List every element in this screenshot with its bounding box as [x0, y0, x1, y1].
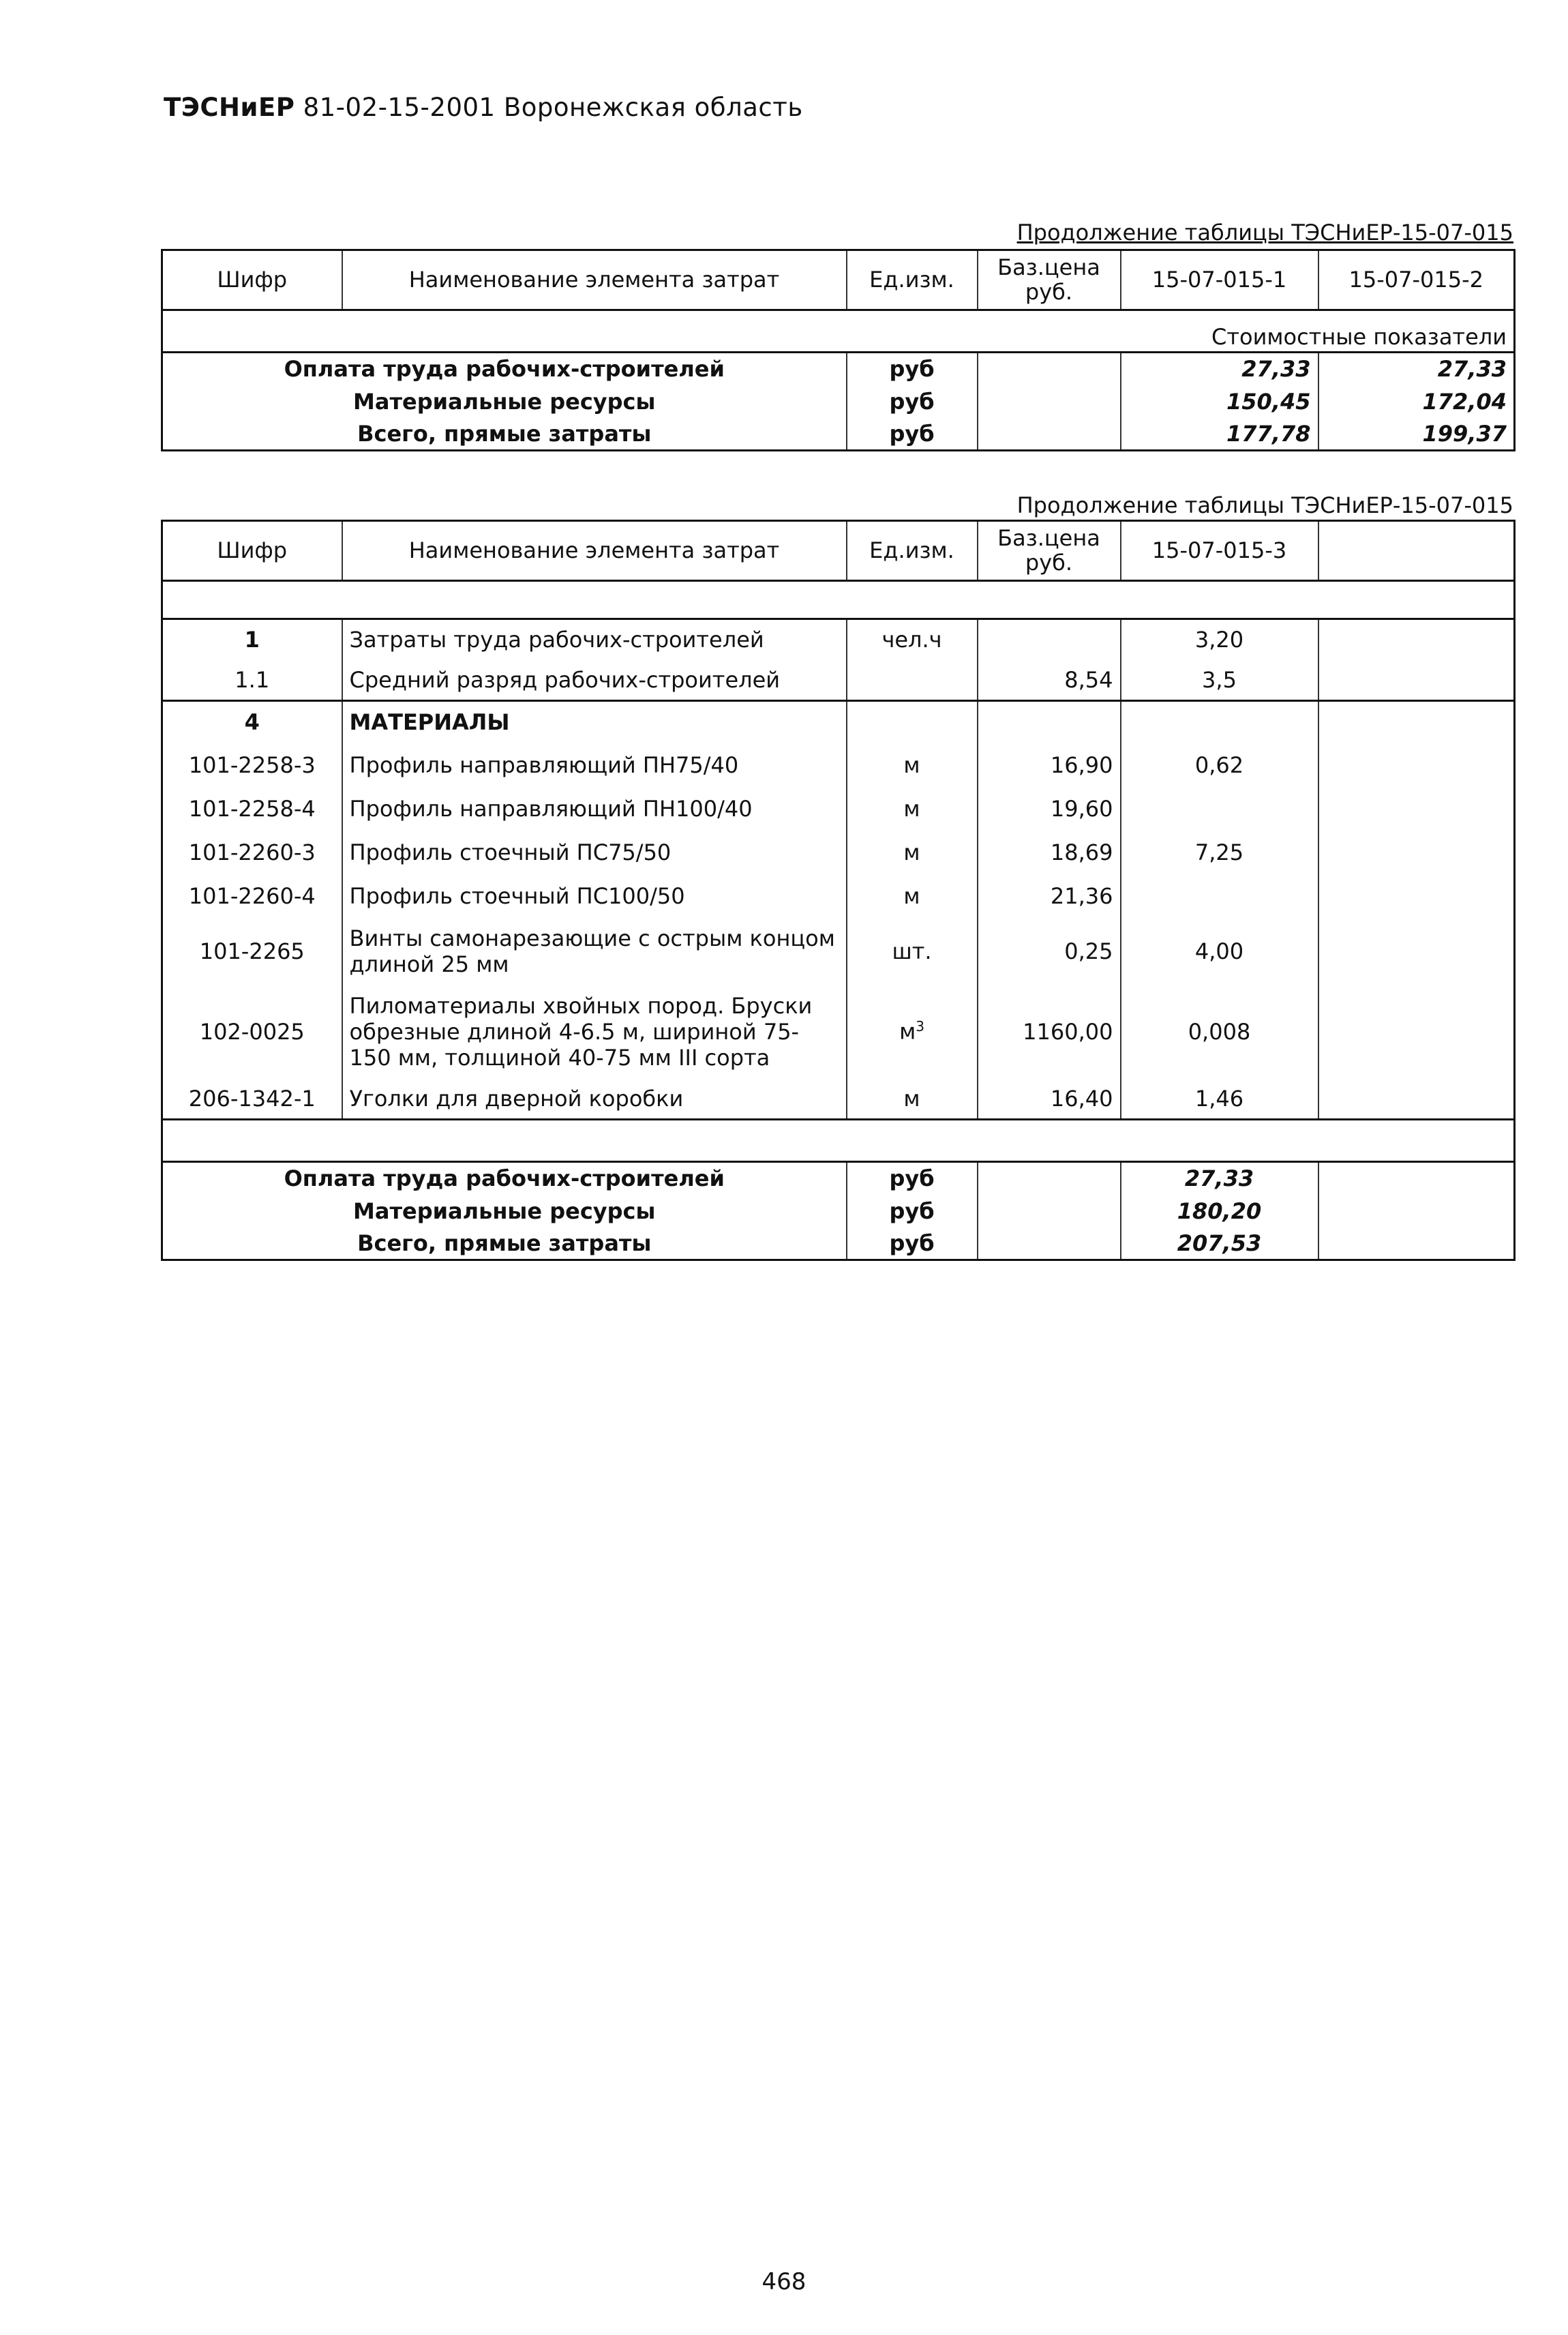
table2-summary-v2	[1318, 1162, 1515, 1195]
table1-col-c1: 15-07-015-1	[1121, 250, 1318, 310]
row-v2	[1318, 743, 1515, 787]
row-v2	[1318, 874, 1515, 918]
row-price: 16,40	[978, 1079, 1121, 1120]
row-name: Профиль стоечный ПС100/50	[342, 874, 847, 918]
row-unit: м	[847, 874, 978, 918]
table1-summary-label: Всего, прямые затраты	[162, 418, 847, 451]
table2-summary-v2	[1318, 1228, 1515, 1260]
row-v2	[1318, 619, 1515, 660]
table2-summary-row	[162, 1195, 1515, 1228]
row-unit: м	[847, 743, 978, 787]
row-name: Профиль стоечный ПС75/50	[342, 831, 847, 874]
table2-col-name: Наименование элемента затрат	[342, 521, 847, 581]
table-row	[162, 918, 1515, 985]
table1-summary-unit: руб	[847, 418, 978, 451]
row-code: 1	[162, 619, 342, 660]
table1-col-price-line2: руб.	[1025, 278, 1073, 305]
table2-col-c2	[1318, 521, 1515, 581]
table2-col-c1: 15-07-015-3	[1121, 521, 1318, 581]
row-code: 101-2258-4	[162, 787, 342, 831]
row-unit-text: м	[899, 1018, 916, 1045]
row-unit: шт.	[847, 918, 978, 985]
page-header	[164, 93, 803, 122]
row-name: Средний разряд рабочих-строителей	[342, 660, 847, 701]
table1-header-row	[162, 250, 1515, 310]
row-v2	[1318, 831, 1515, 874]
row-unit	[847, 985, 978, 1079]
table1-col-price-line1: Баз.цена	[997, 254, 1100, 281]
row-unit: м	[847, 1079, 978, 1120]
empty-cell	[978, 701, 1121, 743]
table1-col-unit: Ед.изм.	[847, 250, 978, 310]
row-v1	[1121, 787, 1318, 831]
row-v2	[1318, 787, 1515, 831]
row-price: 21,36	[978, 874, 1121, 918]
table-row	[162, 831, 1515, 874]
table1-summary-label: Материальные ресурсы	[162, 385, 847, 418]
table1-section-label: Стоимостные показатели	[162, 310, 1515, 353]
table1-caption	[1017, 220, 1513, 246]
table-row	[162, 985, 1515, 1079]
table1-col-price	[978, 250, 1121, 310]
row-price: 0,25	[978, 918, 1121, 985]
row-name: Винты самонарезающие с острым концом длиной 25 мм	[342, 918, 847, 985]
table2-col-price-line2: руб.	[1025, 549, 1073, 576]
table2-summary-label: Всего, прямые затраты	[162, 1228, 847, 1260]
row-price: 8,54	[978, 660, 1121, 701]
row-unit: чел.ч	[847, 619, 978, 660]
row-name: Профиль направляющий ПН100/40	[342, 787, 847, 831]
row-v1: 0,008	[1121, 985, 1318, 1079]
table1-summary-label: Оплата труда рабочих-строителей	[162, 353, 847, 385]
table-row	[162, 619, 1515, 660]
row-code: 101-2265	[162, 918, 342, 985]
table1-summary-row	[162, 353, 1515, 385]
row-v1: 7,25	[1121, 831, 1318, 874]
row-code: 101-2260-4	[162, 874, 342, 918]
row-name: Профиль направляющий ПН75/40	[342, 743, 847, 787]
row-v2	[1318, 985, 1515, 1079]
table1-col-code: Шифр	[162, 250, 342, 310]
table2-summary-unit: руб	[847, 1228, 978, 1260]
table-row	[162, 660, 1515, 701]
table1-col-name: Наименование элемента затрат	[342, 250, 847, 310]
row-unit: м	[847, 787, 978, 831]
row-name: Затраты труда рабочих-строителей	[342, 619, 847, 660]
table1-caption-text: Продолжение таблицы ТЭСНиЕР-15-07-015	[1016, 220, 1513, 246]
table2-summary-unit: руб	[847, 1195, 978, 1228]
table2-spacer	[162, 1120, 1515, 1162]
table1-summary-unit: руб	[847, 353, 978, 385]
table2-summary-row	[162, 1162, 1515, 1195]
table2-col-code: Шифр	[162, 521, 342, 581]
table2-caption	[1017, 492, 1513, 518]
table2-summary-v1: 207,53	[1121, 1228, 1318, 1260]
row-unit: м	[847, 831, 978, 874]
table2-summary-label: Материальные ресурсы	[162, 1195, 847, 1228]
materials-title: МАТЕРИАЛЫ	[342, 701, 847, 743]
table2	[161, 520, 1516, 1261]
table2-summary-label: Оплата труда рабочих-строителей	[162, 1162, 847, 1195]
row-price	[978, 619, 1121, 660]
empty-cell	[1121, 701, 1318, 743]
table2-summary-v1: 27,33	[1121, 1162, 1318, 1195]
row-price: 16,90	[978, 743, 1121, 787]
table2-col-price-line1: Баз.цена	[997, 525, 1100, 552]
row-name: Уголки для дверной коробки	[342, 1079, 847, 1120]
table1-summary-row	[162, 385, 1515, 418]
table1-summary-v2: 199,37	[1318, 418, 1515, 451]
table1-summary-price	[978, 418, 1121, 451]
table-row	[162, 874, 1515, 918]
table2-header-row	[162, 521, 1515, 581]
row-price: 19,60	[978, 787, 1121, 831]
page-number: 468	[762, 2268, 806, 2295]
row-v2	[1318, 1079, 1515, 1120]
table1-summary-price	[978, 353, 1121, 385]
table2-spacer	[162, 581, 1515, 619]
table2-col-unit: Ед.изм.	[847, 521, 978, 581]
row-unit	[847, 660, 978, 701]
table1-summary-price	[978, 385, 1121, 418]
table2-summary-v1: 180,20	[1121, 1195, 1318, 1228]
table1-summary-v2: 27,33	[1318, 353, 1515, 385]
materials-code: 4	[162, 701, 342, 743]
row-code: 1.1	[162, 660, 342, 701]
table1-summary-v2: 172,04	[1318, 385, 1515, 418]
header-title: 81-02-15-2001 Воронежская область	[295, 93, 803, 122]
table2-summary-price	[978, 1162, 1121, 1195]
table1-summary-unit: руб	[847, 385, 978, 418]
row-v2	[1318, 918, 1515, 985]
table2-spacer-row	[162, 581, 1515, 619]
row-v2	[1318, 660, 1515, 701]
row-v1: 0,62	[1121, 743, 1318, 787]
table2-spacer-row	[162, 1120, 1515, 1162]
empty-cell	[847, 701, 978, 743]
empty-cell	[1318, 701, 1515, 743]
row-unit-sup: 3	[916, 1018, 924, 1035]
table2-summary-row	[162, 1228, 1515, 1260]
table2-summary-v2	[1318, 1195, 1515, 1228]
table1-section-row	[162, 310, 1515, 353]
table1-summary-v1: 150,45	[1121, 385, 1318, 418]
table-row	[162, 787, 1515, 831]
table2-summary-price	[978, 1195, 1121, 1228]
row-code: 101-2260-3	[162, 831, 342, 874]
row-v1	[1121, 874, 1318, 918]
table2-summary-price	[978, 1228, 1121, 1260]
row-name: Пиломатериалы хвойных пород. Бруски обрезные длиной 4-6.5 м, шириной 75-150 мм, толщиной 40-75 мм III сорта	[342, 985, 847, 1079]
row-price: 1160,00	[978, 985, 1121, 1079]
row-v1: 1,46	[1121, 1079, 1318, 1120]
row-code: 206-1342-1	[162, 1079, 342, 1120]
table1	[161, 249, 1516, 451]
table2-caption-text: Продолжение таблицы ТЭСНиЕР-15-07-015	[1016, 492, 1513, 518]
header-code: ТЭСНиЕР	[164, 93, 295, 122]
row-v1: 3,20	[1121, 619, 1318, 660]
materials-header-row	[162, 701, 1515, 743]
table1-col-c2: 15-07-015-2	[1318, 250, 1515, 310]
table2-col-price	[978, 521, 1121, 581]
table1-summary-v1: 177,78	[1121, 418, 1318, 451]
row-code: 101-2258-3	[162, 743, 342, 787]
row-v1: 4,00	[1121, 918, 1318, 985]
table2-summary-unit: руб	[847, 1162, 978, 1195]
row-price: 18,69	[978, 831, 1121, 874]
table1-summary-row	[162, 418, 1515, 451]
table1-summary-v1: 27,33	[1121, 353, 1318, 385]
table-row	[162, 1079, 1515, 1120]
table-row	[162, 743, 1515, 787]
row-v1: 3,5	[1121, 660, 1318, 701]
row-code: 102-0025	[162, 985, 342, 1079]
